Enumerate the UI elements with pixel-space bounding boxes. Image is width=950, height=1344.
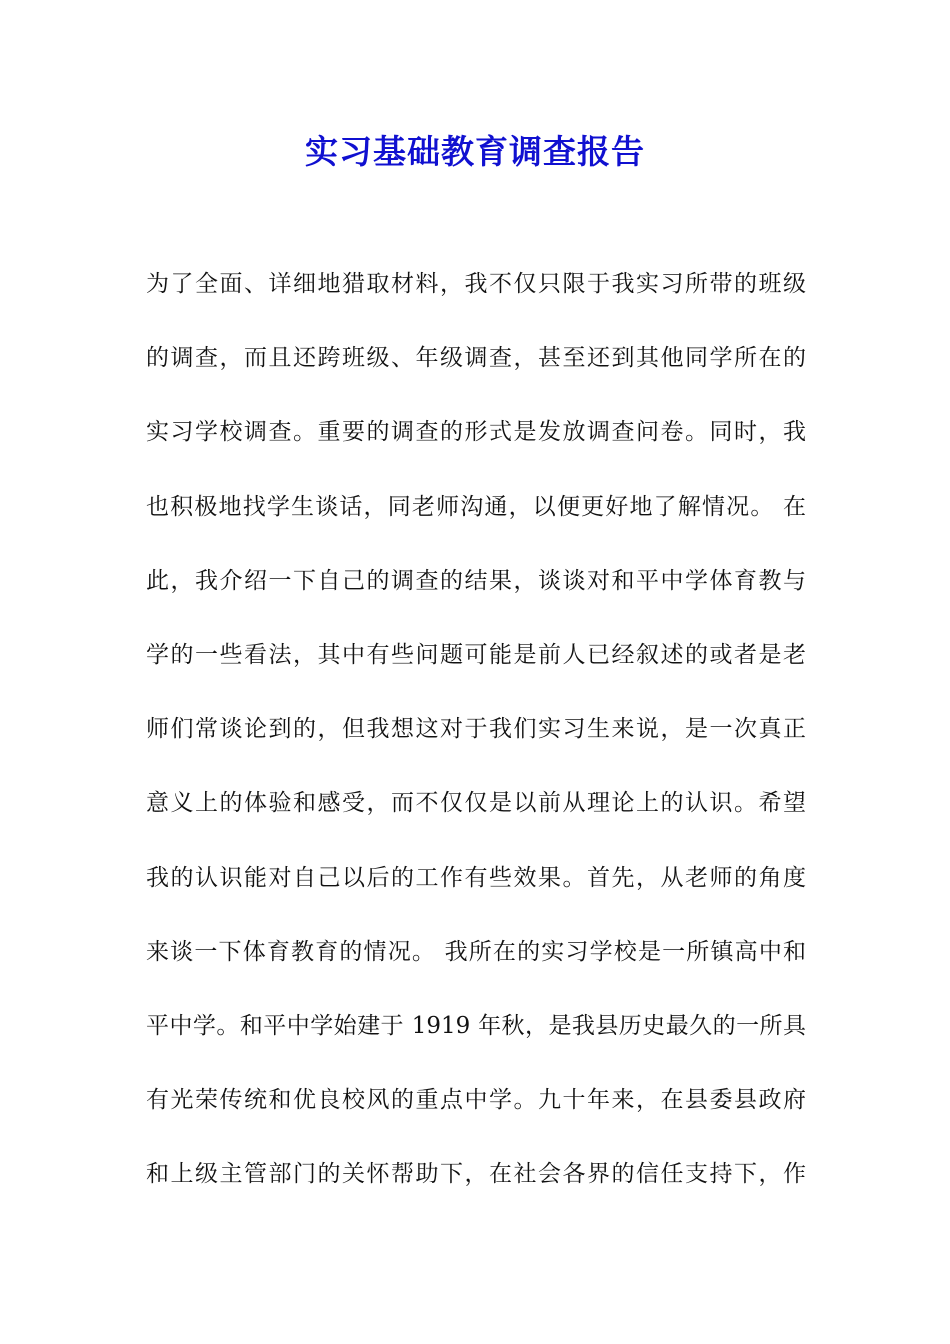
body-line: 此，我介绍一下自己的调查的结果，谈谈对和平中学体育教与 [146, 567, 806, 594]
body-line: 师们常谈论到的，但我想这对于我们实习生来说，是一次真正 [146, 716, 806, 743]
body-line: 意义上的体验和感受，而不仅仅是以前从理论上的认识。希望 [146, 790, 806, 817]
body-line: 也积极地找学生谈话，同老师沟通，以便更好地了解情况。 在 [146, 493, 806, 520]
body-line: 我的认识能对自己以后的工作有些效果。首先，从老师的角度 [146, 864, 806, 891]
document-title: 实习基础教育调查报告 [305, 132, 645, 171]
body-line: 来谈一下体育教育的情况。 我所在的实习学校是一所镇高中和 [146, 938, 806, 965]
body-line: 有光荣传统和优良校风的重点中学。九十年来，在县委县政府 [146, 1087, 806, 1114]
body-line: 学的一些看法，其中有些问题可能是前人已经叙述的或者是老 [146, 641, 806, 668]
body-line: 的调查，而且还跨班级、年级调查，甚至还到其他同学所在的 [146, 345, 806, 372]
document-body [146, 262, 806, 1226]
body-line: 实习学校调查。重要的调查的形式是发放调查问卷。同时，我 [146, 419, 806, 446]
body-line: 和上级主管部门的关怀帮助下，在社会各界的信任支持下，作 [146, 1161, 806, 1188]
body-line: 平中学。和平中学始建于 1919 年秋，是我县历史最久的一所具 [146, 1012, 806, 1039]
body-line: 为了全面、详细地猎取材料，我不仅只限于我实习所带的班级 [146, 271, 806, 297]
